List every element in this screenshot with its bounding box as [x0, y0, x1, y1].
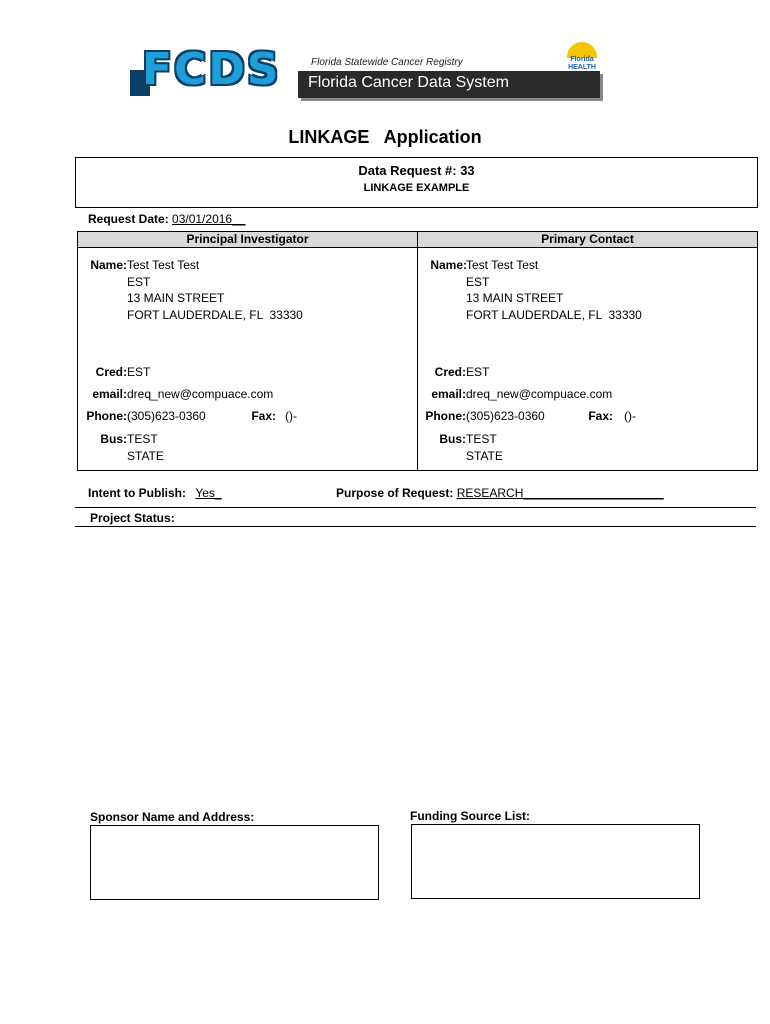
funding-source-label: Funding Source List:: [410, 809, 530, 823]
pi-bus-line: TEST: [127, 432, 158, 446]
pi-name-block: [127, 257, 303, 323]
pi-fax-label: Fax:: [251, 409, 276, 423]
fcds-logo: [128, 46, 602, 100]
pc-name-block: [466, 257, 642, 323]
pc-phone-label: Phone:: [425, 409, 466, 423]
principal-investigator-heading: Principal Investigator: [78, 232, 418, 248]
system-name: Florida Cancer Data System: [308, 74, 509, 91]
pi-email-label: email:: [92, 387, 127, 401]
request-date-value: 03/01/2016__: [172, 212, 246, 226]
registry-subtitle: Florida Statewide Cancer Registry: [311, 57, 463, 68]
intent-to-publish-value: Yes_: [195, 486, 222, 500]
pc-phone: (305)623-0360: [466, 409, 545, 423]
request-date-label: Request Date:: [88, 212, 169, 226]
pi-name-label: Name:: [90, 258, 127, 272]
pc-fax: ()-: [624, 409, 636, 423]
pi-street: 13 MAIN STREET: [127, 291, 225, 305]
intent-to-publish-row: [88, 486, 222, 500]
pc-credential-line: EST: [466, 274, 490, 289]
pi-credential-line: EST: [127, 274, 151, 289]
request-name: LINKAGE EXAMPLE: [363, 182, 470, 194]
pc-city-state-zip: FORT LAUDERDALE, FL 33330: [466, 307, 642, 322]
request-date-row: [88, 212, 245, 226]
pi-cred: EST: [127, 365, 151, 379]
pi-cred-label: Cred:: [95, 365, 127, 379]
pi-bus-line: STATE: [127, 448, 164, 463]
purpose-of-request-value: RESEARCH_____________________: [456, 486, 664, 500]
pc-bus-block: [466, 431, 503, 464]
request-box: [75, 157, 758, 208]
pc-name: Test Test Test: [466, 258, 539, 272]
sponsor-name-address-field: [90, 825, 379, 900]
purpose-of-request-row: [336, 486, 664, 500]
sponsor-label: Sponsor Name and Address:: [90, 810, 255, 824]
pc-cred: EST: [466, 365, 490, 379]
pi-fax: ()-: [285, 409, 297, 423]
health-logo-text: Florida HEALTH: [568, 56, 596, 71]
pc-fax-label: Fax:: [588, 409, 613, 423]
pi-email: dreq_new@compuace.com: [127, 387, 274, 401]
pc-email-label: email:: [431, 387, 466, 401]
funding-source-list-field: [411, 824, 700, 899]
pi-city-state-zip: FORT LAUDERDALE, FL 33330: [127, 307, 303, 322]
contacts-table: [77, 231, 758, 471]
intent-to-publish-label: Intent to Publish:: [88, 486, 186, 500]
pc-name-label: Name:: [430, 258, 467, 272]
pc-street: 13 MAIN STREET: [466, 291, 564, 305]
pc-bus-label: Bus:: [439, 432, 466, 446]
page-title: LINKAGE Application: [288, 127, 482, 147]
purpose-of-request-label: Purpose of Request:: [336, 486, 454, 500]
pi-phone: (305)623-0360: [127, 409, 206, 423]
divider-line: [75, 507, 756, 508]
pi-name: Test Test Test: [127, 258, 200, 272]
pi-phone-label: Phone:: [86, 409, 127, 423]
primary-contact-heading: Primary Contact: [418, 232, 757, 248]
project-status-label: Project Status:: [90, 511, 175, 525]
pc-bus-line: TEST: [466, 432, 497, 446]
fcds-logo-text: FCDS: [142, 44, 281, 95]
pc-cred-label: Cred:: [434, 365, 466, 379]
pi-bus-label: Bus:: [100, 432, 127, 446]
pc-email: dreq_new@compuace.com: [466, 387, 613, 401]
florida-health-logo: [567, 42, 597, 72]
pc-bus-line: STATE: [466, 448, 503, 463]
divider-line: [75, 526, 756, 527]
system-name-band: [298, 71, 600, 98]
column-divider: [417, 232, 418, 470]
data-request-number: Data Request #: 33: [358, 163, 475, 178]
pi-bus-block: [127, 431, 164, 464]
